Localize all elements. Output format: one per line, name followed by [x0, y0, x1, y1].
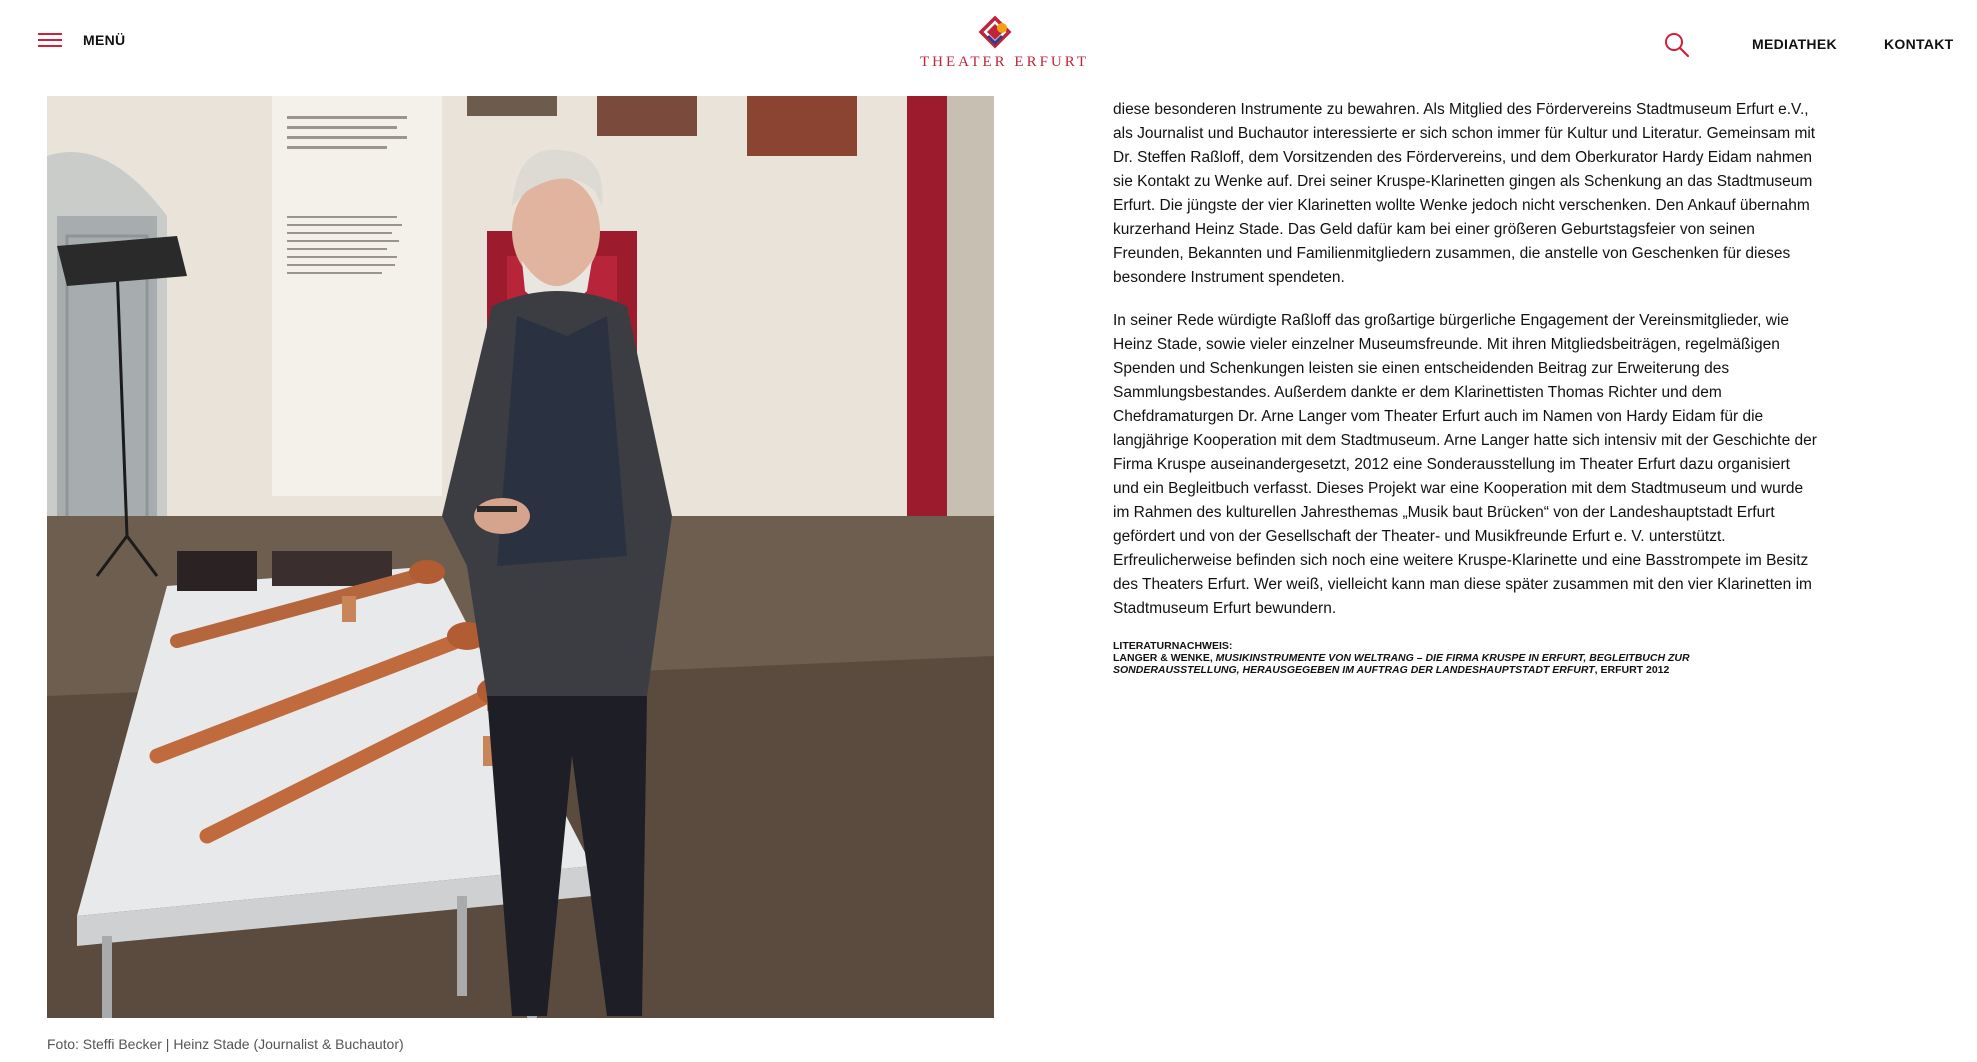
theater-logo[interactable]	[920, 16, 1090, 76]
photo-illustration	[47, 96, 994, 1018]
article-paragraph-2: In seiner Rede würdigte Raßloff das großartige bürgerliche Engagement der Vereinsmitglieder, wie Heinz Stade, sowie vieler einzelner Museumsfreunde. Mit ihren Mitgliedsbeiträgen, regelmäßigen Spenden und Schenkungen leisten sie einen entscheidenden Beitrag zur Erweiterung des Sammlungsbestandes. Außerdem dankte er dem Klarinettisten Thomas Richter und dem Chefdramaturgen Dr. Arne Langer vom Theater Erfurt auch im Namen von Hardy Eidam für die langjährige Kooperation mit dem Stadtmuseum. Arne Langer hatte sich intensiv mit der Geschichte der Firma Kruspe auseinandergesetzt, 2012 eine Sonderausstellung im Theater Erfurt dazu organisiert und ein Begleitbuch verfasst. Dieses Projekt war eine Kooperation mit dem Stadtmuseum und wurde im Rahmen des kulturellen Jahresthemas „Musik baut Brücken“ von der Landeshauptstadt Erfurt gefördert und von der Gesellschaft der Theater- und Musikfreunde Erfurt e. V. unterstützt. Erfreulicherweise befinden sich noch eine weitere Kruspe-Klarinette und eine Basstrompete im Besitz des Theaters Erfurt. Wer weiß, vielleicht kann man diese später zusammen mit den vier Klarinetten im Stadtmuseum Erfurt bewundern.	[1113, 312, 1817, 617]
literature-suffix: , ERFURT 2012	[1594, 664, 1670, 676]
hamburger-icon[interactable]	[38, 33, 62, 48]
article-body	[1113, 98, 1818, 676]
theater-logo-icon	[975, 16, 1015, 52]
photo-caption: Foto: Steffi Becker | Heinz Stade (Journalist & Buchautor)	[47, 1036, 404, 1052]
logo-wordmark: THEATER ERFURT	[920, 54, 1090, 70]
literature-reference	[1113, 640, 1818, 676]
search-icon[interactable]	[1664, 32, 1690, 58]
nav-kontakt[interactable]: KONTAKT	[1884, 36, 1954, 52]
literature-authors: LANGER & WENKE,	[1113, 652, 1216, 664]
nav-mediathek[interactable]: MEDIATHEK	[1752, 36, 1837, 52]
literature-title: MUSIKINSTRUMENTE VON WELTRANG – DIE FIRMA KRUSPE IN ERFURT, BEGLEITBUCH ZUR SONDERAUSSTELLUNG, HERAUSGEGEBEN IM AUFTRAG DER LANDESHAUPTSTADT ERFURT	[1113, 652, 1690, 676]
article-paragraph-1: diese besonderen Instrumente zu bewahren. Als Mitglied des Fördervereins Stadtmuseum Erfurt e.V., als Journalist und Buchautor interessierte er sich schon immer für Kultur und Literatur. Gemeinsam mit Dr. Steffen Raßloff, dem Vorsitzenden des Fördervereins, und dem Oberkurator Hardy Eidam nahmen sie Kontakt zu Wenke auf. Drei seiner Kruspe-Klarinetten gingen als Schenkung an das Stadtmuseum Erfurt. Die jüngste der vier Klarinetten wollte Wenke jedoch nicht verschenken. Den Ankauf übernahm kurzerhand Heinz Stade. Das Geld dafür kam bei einer größeren Geburtstagsfeier von seinen Freunden, Bekannten und Familienmitgliedern zusammen, die anstelle von Geschenken für dieses besondere Instrument spendeten.	[1113, 101, 1816, 286]
search-button[interactable]	[1664, 32, 1690, 63]
literature-entry	[1113, 652, 1818, 676]
article-photo	[47, 96, 994, 1018]
menu-button[interactable]	[38, 32, 125, 48]
menu-label: MENÜ	[83, 32, 126, 48]
site-header	[0, 0, 1977, 95]
literature-heading: LITERATURNACHWEIS:	[1113, 640, 1233, 652]
